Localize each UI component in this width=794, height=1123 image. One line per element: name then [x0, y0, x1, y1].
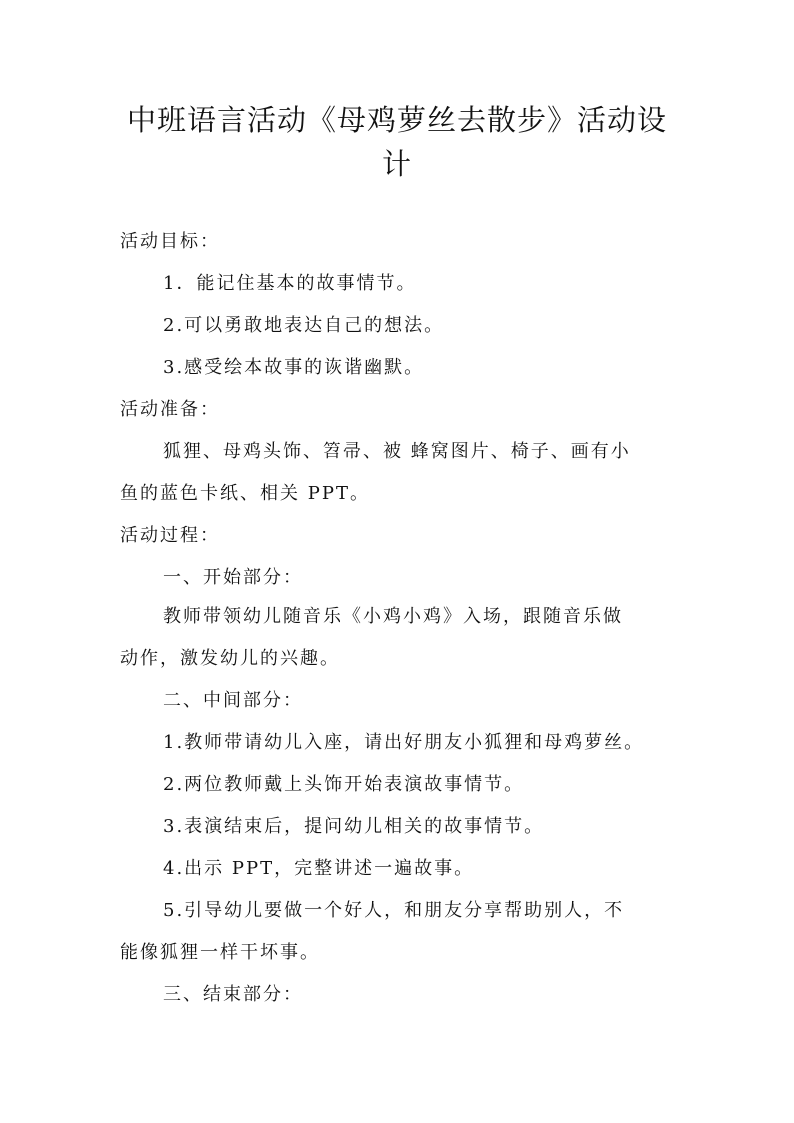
part2-item-1: 1.教师带请幼儿入座，请出好朋友小狐狸和母鸡萝丝。: [163, 732, 645, 753]
process-heading: 活动过程：: [120, 525, 220, 546]
part2-item-5-continued: 能像狐狸一样干坏事。: [120, 942, 320, 963]
part2-heading: 二、中间部分：: [163, 690, 303, 711]
prep-heading: 活动准备：: [120, 399, 220, 420]
part2-item-5: 5.引导幼儿要做一个好人，和朋友分享帮助别人，不: [163, 900, 625, 921]
part3-heading: 三、结束部分：: [163, 984, 303, 1005]
title-line-2: 计: [381, 147, 412, 181]
goal-item-2: 2.可以勇敢地表达自己的想法。: [163, 315, 445, 336]
document-title: [120, 98, 674, 186]
goal-item-1: 1．能记住基本的故事情节。: [163, 273, 417, 294]
prep-line-2: 鱼的蓝色卡纸、相关 PPT。: [120, 483, 370, 504]
part2-item-2: 2.两位教师戴上头饰开始表演故事情节。: [163, 774, 525, 795]
part2-item-4: 4.出示 PPT，完整讲述一遍故事。: [163, 858, 475, 879]
part2-item-3: 3.表演结束后，提问幼儿相关的故事情节。: [163, 816, 545, 837]
title-line-1: 中班语言活动《母鸡萝丝去散步》活动设: [126, 103, 667, 137]
goal-item-3: 3.感受绘本故事的诙谐幽默。: [163, 357, 425, 378]
prep-line-1: 狐狸、母鸡头饰、笤帚、被 蜂窝图片、椅子、画有小: [163, 441, 631, 462]
goals-heading: 活动目标：: [120, 231, 220, 252]
part1-heading: 一、开始部分：: [163, 567, 303, 588]
part1-line-2: 动作，激发幼儿的兴趣。: [120, 648, 340, 669]
part1-line-1: 教师带领幼儿随音乐《小鸡小鸡》入场，跟随音乐做: [163, 606, 623, 627]
